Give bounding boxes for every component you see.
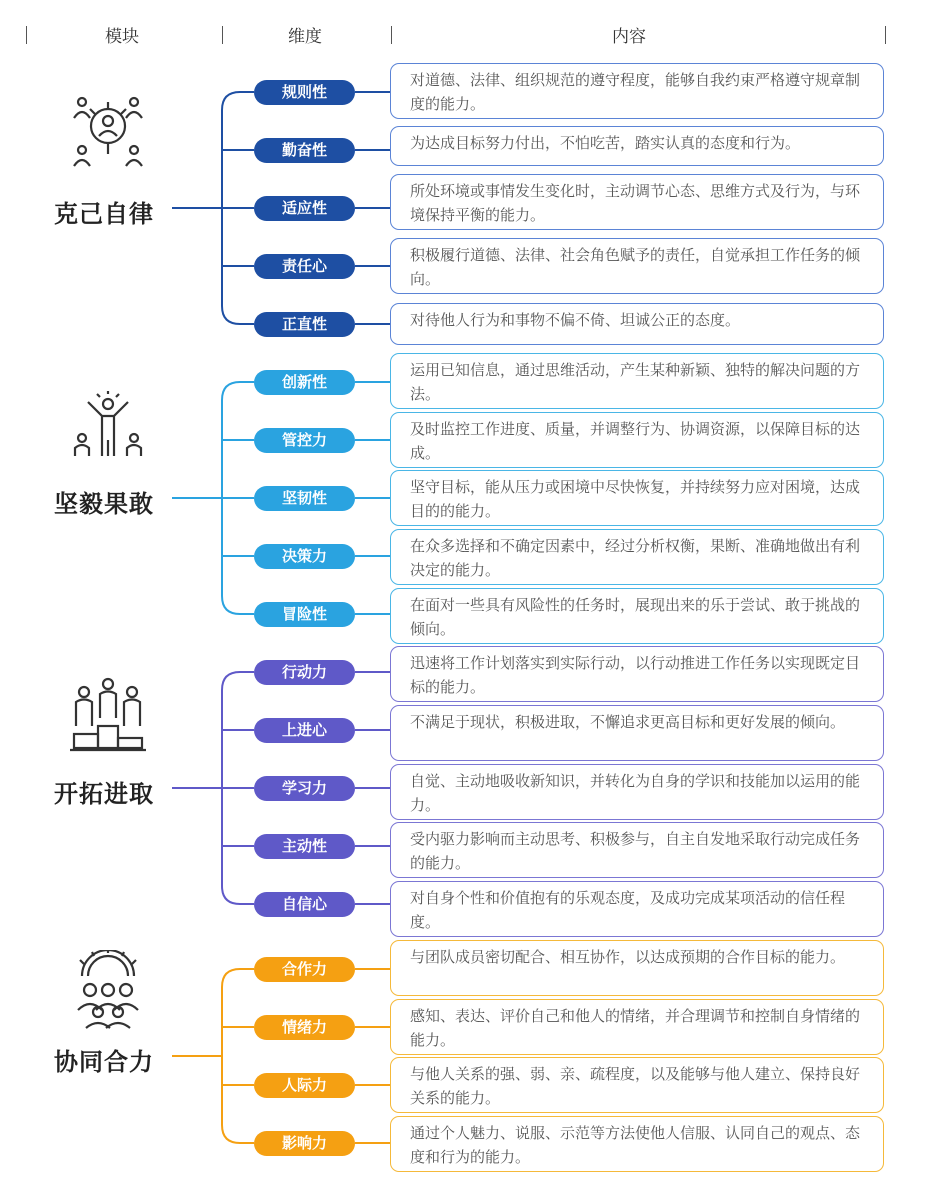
description-box: 为达成目标努力付出，不怕吃苦，踏实认真的态度和行为。 bbox=[390, 126, 884, 166]
module-title: 开拓进取 bbox=[54, 780, 154, 808]
person-raising-arms-icon bbox=[68, 390, 148, 470]
description-box: 在面对一些具有风险性的任务时，展现出来的乐于尝试、敢于挑战的倾向。 bbox=[390, 588, 884, 644]
dimension-pill: 人际力 bbox=[254, 1073, 355, 1098]
description-box: 受内驱力影响而主动思考、积极参与，自主自发地采取行动完成任务的能力。 bbox=[390, 822, 884, 878]
header-dimension: 维度 bbox=[288, 27, 322, 47]
module-title: 克己自律 bbox=[54, 200, 154, 228]
dimension-pill: 正直性 bbox=[254, 312, 355, 337]
dimension-pill: 行动力 bbox=[254, 660, 355, 685]
person-center-group-icon bbox=[68, 90, 148, 170]
module-4-connectors bbox=[172, 969, 390, 1143]
dimension-pill: 决策力 bbox=[254, 544, 355, 569]
description-box: 坚守目标，能从压力或困境中尽快恢复，并持续努力应对困境，达成目的的能力。 bbox=[390, 470, 884, 526]
dimension-pill: 合作力 bbox=[254, 957, 355, 982]
description-box: 不满足于现状，积极进取，不懈追求更高目标和更好发展的倾向。 bbox=[390, 705, 884, 761]
podium-people-icon bbox=[68, 676, 148, 756]
dimension-pill: 规则性 bbox=[254, 80, 355, 105]
description-box: 感知、表达、评价自己和他人的情绪，并合理调节和控制自身情绪的能力。 bbox=[390, 999, 884, 1055]
description-box: 对待他人行为和事物不偏不倚、坦诚公正的态度。 bbox=[390, 303, 884, 345]
dimension-pill: 上进心 bbox=[254, 718, 355, 743]
description-box: 迅速将工作计划落实到实际行动，以行动推进工作任务以实现既定目标的能力。 bbox=[390, 646, 884, 702]
description-box: 运用已知信息，通过思维活动，产生某种新颖、独特的解决问题的方法。 bbox=[390, 353, 884, 409]
team-gear-icon bbox=[68, 950, 148, 1030]
dimension-pill: 冒险性 bbox=[254, 602, 355, 627]
dimension-pill: 责任心 bbox=[254, 254, 355, 279]
description-box: 与团队成员密切配合、相互协作，以达成预期的合作目标的能力。 bbox=[390, 940, 884, 996]
description-box: 所处环境或事情发生变化时，主动调节心态、思维方式及行为，与环境保持平衡的能力。 bbox=[390, 174, 884, 230]
description-box: 通过个人魅力、说服、示范等方法使他人信服、认同自己的观点、态度和行为的能力。 bbox=[390, 1116, 884, 1172]
dimension-pill: 勤奋性 bbox=[254, 138, 355, 163]
description-box: 在众多选择和不确定因素中，经过分析权衡，果断、准确地做出有利决定的能力。 bbox=[390, 529, 884, 585]
dimension-pill: 坚韧性 bbox=[254, 486, 355, 511]
header-module: 模块 bbox=[105, 27, 139, 47]
header-content: 内容 bbox=[612, 27, 646, 47]
description-box: 与他人关系的强、弱、亲、疏程度，以及能够与他人建立、保持良好关系的能力。 bbox=[390, 1057, 884, 1113]
dimension-pill: 创新性 bbox=[254, 370, 355, 395]
dimension-pill: 适应性 bbox=[254, 196, 355, 221]
module-title: 坚毅果敢 bbox=[54, 490, 154, 518]
description-box: 及时监控工作进度、质量，并调整行为、协调资源，以保障目标的达成。 bbox=[390, 412, 884, 468]
dimension-pill: 管控力 bbox=[254, 428, 355, 453]
dimension-pill: 自信心 bbox=[254, 892, 355, 917]
description-box: 对道德、法律、组织规范的遵守程度，能够自我约束严格遵守规章制度的能力。 bbox=[390, 63, 884, 119]
description-box: 对自身个性和价值抱有的乐观态度，及成功完成某项活动的信任程度。 bbox=[390, 881, 884, 937]
module-title: 协同合力 bbox=[54, 1048, 154, 1076]
description-box: 自觉、主动地吸收新知识，并转化为自身的学识和技能加以运用的能力。 bbox=[390, 764, 884, 820]
dimension-pill: 主动性 bbox=[254, 834, 355, 859]
dimension-pill: 情绪力 bbox=[254, 1015, 355, 1040]
description-box: 积极履行道德、法律、社会角色赋予的责任，自觉承担工作任务的倾向。 bbox=[390, 238, 884, 294]
dimension-pill: 影响力 bbox=[254, 1131, 355, 1156]
dimension-pill: 学习力 bbox=[254, 776, 355, 801]
